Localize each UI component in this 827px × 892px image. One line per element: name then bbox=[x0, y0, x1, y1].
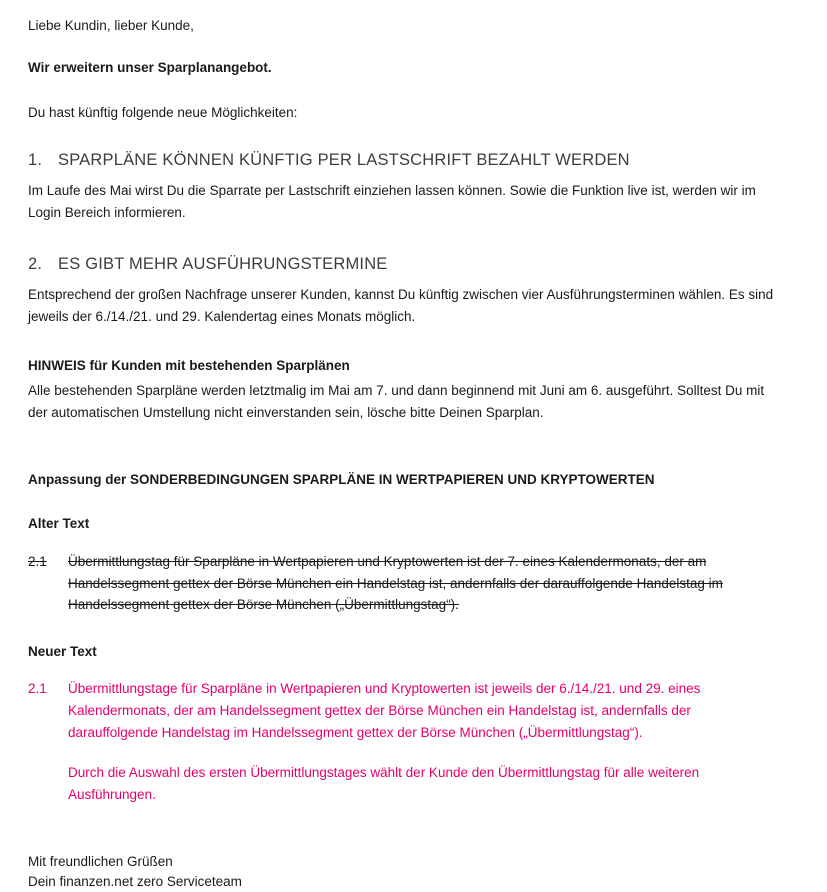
section-2-title: ES GIBT MEHR AUSFÜHRUNGSTERMINE bbox=[58, 255, 388, 274]
section-1-heading bbox=[28, 151, 781, 170]
closing-line-1: Mit freundlichen Grüßen bbox=[28, 853, 173, 869]
closing-block bbox=[28, 852, 781, 892]
alter-text-label: Alter Text bbox=[28, 516, 90, 532]
new-clause-2-1 bbox=[28, 678, 781, 744]
salutation: Liebe Kundin, lieber Kunde, bbox=[28, 18, 194, 33]
anpassung-heading: Anpassung der SONDERBEDINGUNGEN SPARPLÄNE IN WERTPAPIEREN UND KRYPTOWERTEN bbox=[28, 472, 655, 488]
section-1-title: SPARPLÄNE KÖNNEN KÜNFTIG PER LASTSCHRIFT BEZAHLT WERDEN bbox=[58, 150, 630, 169]
old-clause-2-1 bbox=[28, 551, 781, 617]
section-1-number: 1. bbox=[28, 150, 43, 169]
neuer-text-label: Neuer Text bbox=[28, 644, 97, 660]
lead-statement: Du hast künftig folgende neue Möglichkeiten: bbox=[28, 104, 298, 120]
new-clause-number: 2.1 bbox=[28, 681, 47, 697]
lead-bold-statement: Wir erweitern unser Sparplanangebot. bbox=[28, 60, 272, 76]
section-2-heading bbox=[28, 255, 781, 274]
section-2-body: Entsprechend der großen Nachfrage unserer Kunden, kannst Du künftig zwischen vier Ausführungsterminen wählen. Es sind jeweils der 6./14./21. und 29. Kalendertag eines Monats möglich. bbox=[28, 287, 774, 325]
section-1-body: Im Laufe des Mai wirst Du die Sparrate per Lastschrift einziehen lassen können. Sowie die Funktion live ist, werden wir im Login Bereich informieren. bbox=[28, 182, 756, 220]
closing-line-2: Dein finanzen.net zero Serviceteam bbox=[28, 874, 242, 890]
old-clause-text: Übermittlungstag für Sparpläne in Wertpapieren und Kryptowerten ist der 7. eines Kalendermonats, der am Handelssegment gettex der Börse München ein Handelstag ist, andernfalls der darauffolgende Handelstag im Handelssegment gettex der Börse München („Übermittlungstag“). bbox=[68, 553, 723, 613]
section-2-number: 2. bbox=[28, 255, 43, 274]
hinweis-title: HINWEIS für Kunden mit bestehenden Sparplänen bbox=[28, 358, 350, 374]
new-clause-paragraph: Durch die Auswahl des ersten Übermittlungstages wählt der Kunde den Übermittlungstag für alle weiteren Ausführungen. bbox=[68, 765, 700, 802]
old-clause-number: 2.1 bbox=[28, 553, 47, 569]
section-2 bbox=[28, 255, 781, 328]
new-clause-text: Übermittlungstage für Sparpläne in Wertpapieren und Kryptowerten ist jeweils der 6./14./21. und 29. eines Kalendermonats, der am Handelssegment gettex der Börse München ein Handelstag ist, andernfalls der darauffolgende Handelstag im Handelssegment gettex der Börse München („Übermittlungstag“). bbox=[68, 681, 701, 741]
section-1 bbox=[28, 151, 781, 224]
hinweis-body: Alle bestehenden Sparpläne werden letztmalig im Mai am 7. und dann beginnend mit Juni am 6. ausgeführt. Solltest Du mit der automatischen Umstellung nicht einverstanden sein, lösche bitte Deinen Sparplan. bbox=[28, 383, 765, 421]
hinweis-block bbox=[28, 356, 781, 424]
